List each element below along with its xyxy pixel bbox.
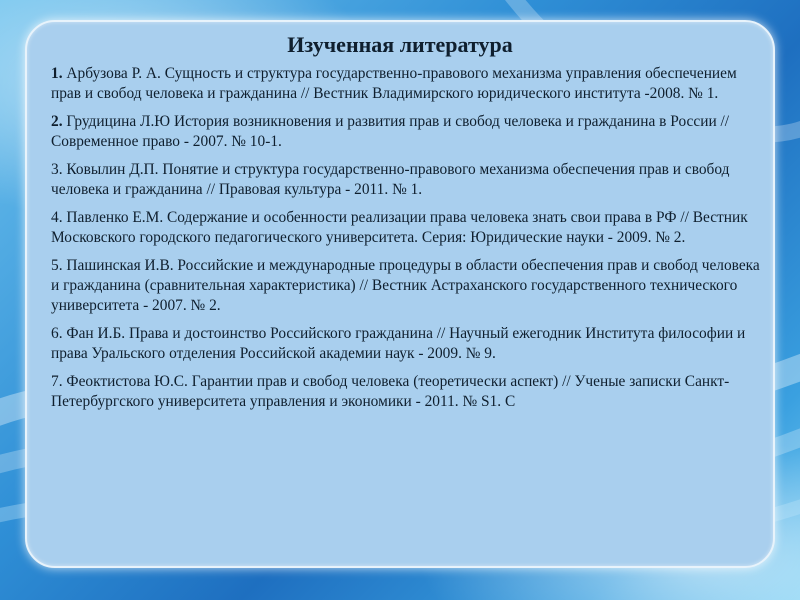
reference-list — [51, 64, 761, 420]
reference-number: 1. — [51, 65, 63, 82]
reference-text: Феоктистова Ю.С. Гарантии прав и свобод человека (теоретически аспект) // Ученые записки Санкт-Петербургского университета управления и экономики - 2011. № S1. С — [51, 373, 730, 410]
reference-item-2 — [51, 112, 761, 152]
reference-text: Пашинская И.В. Российские и международные процедуры в области обеспечения прав и свобод человека и гражданина (сравнительная характеристика) // Вестник Астраханского государственного технического университета - 2007. № 2. — [51, 257, 760, 314]
reference-item-3 — [51, 160, 761, 200]
reference-item-1 — [51, 64, 761, 104]
reference-item-4 — [51, 208, 761, 248]
reference-number: 7. — [51, 373, 63, 390]
reference-number: 2. — [51, 113, 63, 130]
reference-item-7 — [51, 372, 761, 412]
reference-number: 5. — [51, 257, 63, 274]
reference-number: 4. — [51, 209, 63, 226]
reference-text: Арбузова Р. А. Сущность и структура государственно-правового механизма управления обеспечением прав и свобод человека и гражданина // Вестник Владимирского юридического института -2008. № 1. — [51, 65, 737, 102]
reference-text: Грудицина Л.Ю История возникновения и развития прав и свобод человека и гражданина в России // Современное право - 2007. № 10-1. — [51, 113, 730, 150]
reference-text: Фан И.Б. Права и достоинство Российского гражданина // Научный ежегодник Института философии и права Уральского отделения Российской академии наук - 2009. № 9. — [51, 325, 746, 362]
reference-number: 3. — [51, 161, 63, 178]
reference-text: Павленко Е.М. Содержание и особенности реализации права человека знать свои права в РФ // Вестник Московского городского педагогического университета. Серия: Юридические науки - 2009. № 2. — [51, 209, 748, 246]
slide-title: Изученная литература — [287, 32, 513, 57]
reference-text: Ковылин Д.П. Понятие и структура государственно-правового механизма обеспечения прав и свобод человека и гражданина // Правовая культура - 2011. № 1. — [51, 161, 730, 198]
reference-number: 6. — [51, 325, 63, 342]
reference-item-6 — [51, 324, 761, 364]
reference-item-5 — [51, 256, 761, 316]
